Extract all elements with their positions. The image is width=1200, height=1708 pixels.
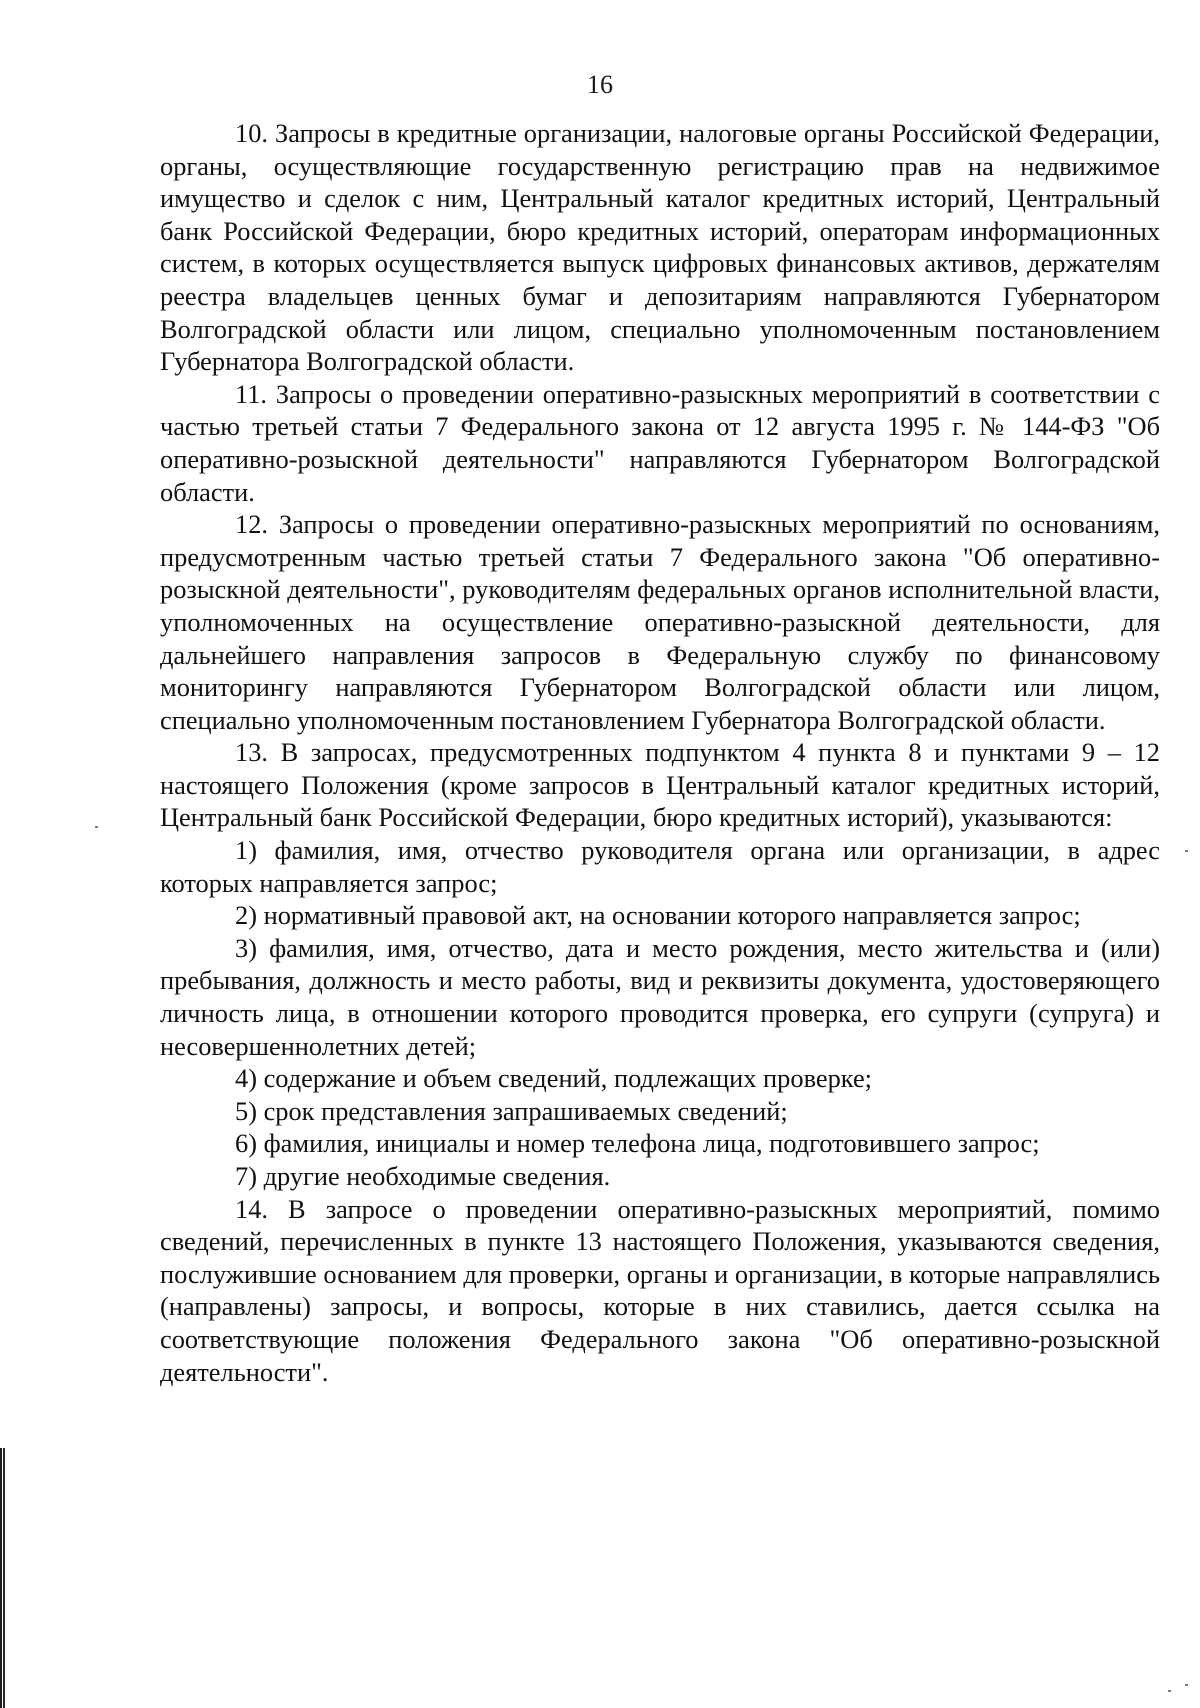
- list-item-6: 6) фамилия, инициалы и номер телефона лица, подготовившего запрос;: [235, 1128, 1040, 1159]
- paragraph-14: 14. В запросе о проведении оперативно-разыскных мероприятий, помимо сведений, перечисленных в пункте 13 настоящего Положения, указываются сведения, послужившие основанием для проверки, органы и организации, в которые направлялись (направлены) запросы, и вопросы, которые в них ставились, дается ссылка на соответствующие положения Федерального закона "Об оперативно-розыскной деятельности".: [160, 1193, 1160, 1387]
- document-body: [160, 117, 1160, 1388]
- scan-speck: [95, 826, 98, 828]
- paragraph-13: 13. В запросах, предусмотренных подпунктом 4 пункта 8 и пунктами 9 – 12 настоящего Положения (кроме запросов в Центральный каталог кредитных историй, Центральный банк Российской Федерации, бюро кредитных историй), указываются:: [160, 737, 1160, 833]
- paragraph-12: 12. Запросы о проведении оперативно-разыскных мероприятий по основаниям, предусмотренным частью третьей статьи 7 Федерального закона "Об оперативно-розыскной деятельности", руководителям федеральных органов исполнительной власти, уполномоченных на осуществление оперативно-разыскной деятельности, для дальнейшего направления запросов в Федеральную службу по финансовому мониторингу направляются Губернатором Волгоградской области или лицом, специально уполномоченным постановлением Губернатора Волгоградской области.: [160, 509, 1160, 735]
- list-item-3: 3) фамилия, имя, отчество, дата и место рождения, место жительства и (или) пребывания, должность и место работы, вид и реквизиты документа, удостоверяющего личность лица, в отношении которого проводится проверка, его супруги (супруга) и несовершеннолетних детей;: [160, 932, 1160, 1061]
- list-item-4: 4) содержание и объем сведений, подлежащих проверке;: [235, 1063, 872, 1094]
- scan-speck: [1185, 1684, 1188, 1686]
- list-item-5: 5) срок представления запрашиваемых сведений;: [235, 1095, 788, 1126]
- scan-edge-mark: [0, 1448, 5, 1708]
- paragraph-11: 11. Запросы о проведении оперативно-разыскных мероприятий в соответствии с частью третьей статьи 7 Федерального закона от 12 августа 1995 г. № 144-ФЗ "Об оперативно-розыскной деятельности" направляются Губернатором Волгоградской области.: [160, 378, 1160, 507]
- list-item-1: 1) фамилия, имя, отчество руководителя органа или организации, в адрес которых направляется запрос;: [160, 835, 1160, 898]
- list-item-7: 7) другие необходимые сведения.: [235, 1161, 611, 1191]
- paragraph-10: 10. Запросы в кредитные организации, налоговые органы Российской Федерации, органы, осуществляющие государственную регистрацию прав на недвижимое имущество и сделок с ним, Центральный каталог кредитных историй, Центральный банк Российской Федерации, бюро кредитных историй, операторам информационных систем, в которых осуществляется выпуск цифровых финансовых активов, держателям реестра владельцев ценных бумаг и депозитариям направляются Губернатором Волгоградской области или лицом, специально уполномоченным постановлением Губернатора Волгоградской области.: [160, 118, 1160, 377]
- list-item-2: 2) нормативный правовой акт, на основании которого направляется запрос;: [235, 900, 1081, 931]
- page-number: 16: [587, 70, 613, 99]
- scan-speck: [1185, 850, 1188, 852]
- scan-speck: [1168, 1690, 1171, 1692]
